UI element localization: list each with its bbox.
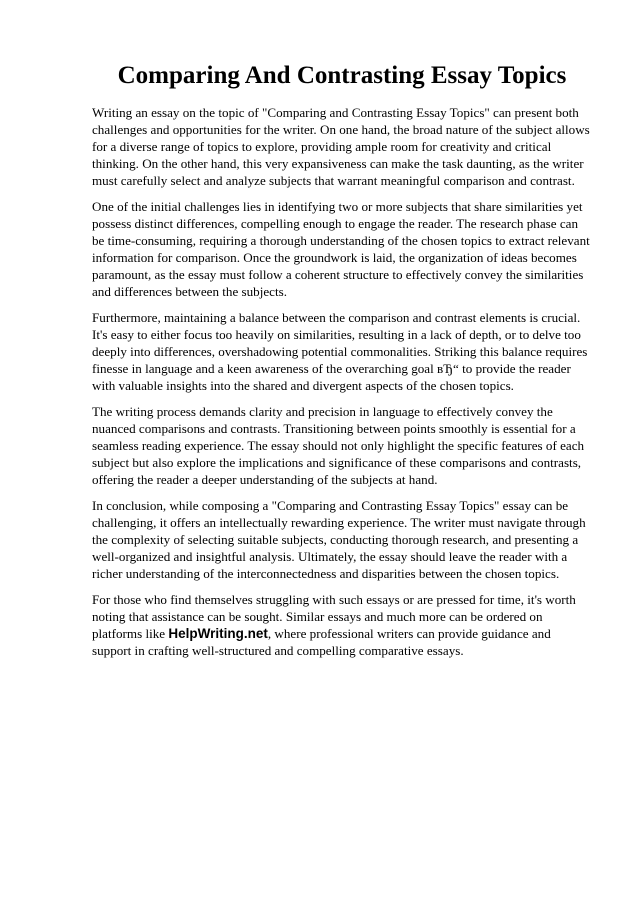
paragraph-balance: Furthermore, maintaining a balance between the comparison and contrast elements is crucial. It's easy to either focus too heavily on similarities, resulting in a lack of depth, or to delve too deeply into differences, overshadowing potential commonalities. Striking this balance requires finesse in language and a keen awareness of the overarching goal вЂ“ to provide the reader with valuable insights into the shared and divergent aspects of the chosen topics. (92, 310, 588, 393)
paragraph-closing (92, 591, 592, 659)
paragraph-intro: Writing an essay on the topic of "Comparing and Contrasting Essay Topics" can present both challenges and opportunities for the writer. On one hand, the broad nature of the subject allows for a diverse range of topics to explore, providing ample room for creativity and critical thinking. On the other hand, this very expansiveness can make the task daunting, as the writer must carefully select and analyze subjects that warrant meaningful comparison and contrast. (92, 105, 590, 188)
document-page (92, 58, 592, 668)
brand-link[interactable]: HelpWriting.net (168, 626, 268, 641)
paragraph-challenges: One of the initial challenges lies in identifying two or more subjects that share similarities yet possess distinct differences, compelling enough to engage the reader. The research phase can be time-consuming, requiring a thorough understanding of the chosen topics to extract relevant information for comparison. Once the groundwork is laid, the organization of ideas becomes paramount, as the essay must follow a coherent structure to effectively convey the similarities and differences between the subjects. (92, 199, 590, 299)
paragraph-writing-process: The writing process demands clarity and precision in language to effectively convey the nuanced comparisons and contrasts. Transitioning between points smoothly is essential for a seamless reading experience. The essay should not only highlight the specific features of each subject but also explore the implications and significance of these comparisons and contrasts, offering the reader a deeper understanding of the subjects at hand. (92, 404, 585, 487)
page-title: Comparing And Contrasting Essay Topics (117, 62, 567, 89)
closing-text-after: , where professional writers can provide guidance and support in crafting well-structured and compelling comparative essays. (92, 626, 551, 658)
paragraph-conclusion: In conclusion, while composing a "Comparing and Contrasting Essay Topics" essay can be challenging, it offers an intellectually rewarding experience. The writer must navigate through the complexity of selecting suitable subjects, conducting thorough research, and presenting a well-organized and insightful analysis. Ultimately, the essay should leave the reader with a richer understanding of the interconnectedness and disparities between the chosen topics. (92, 498, 586, 581)
closing-text-before: For those who find themselves struggling with such essays or are pressed for time, it's worth noting that assistance can be sought. Similar essays and much more can be ordered on platforms like (92, 592, 576, 641)
